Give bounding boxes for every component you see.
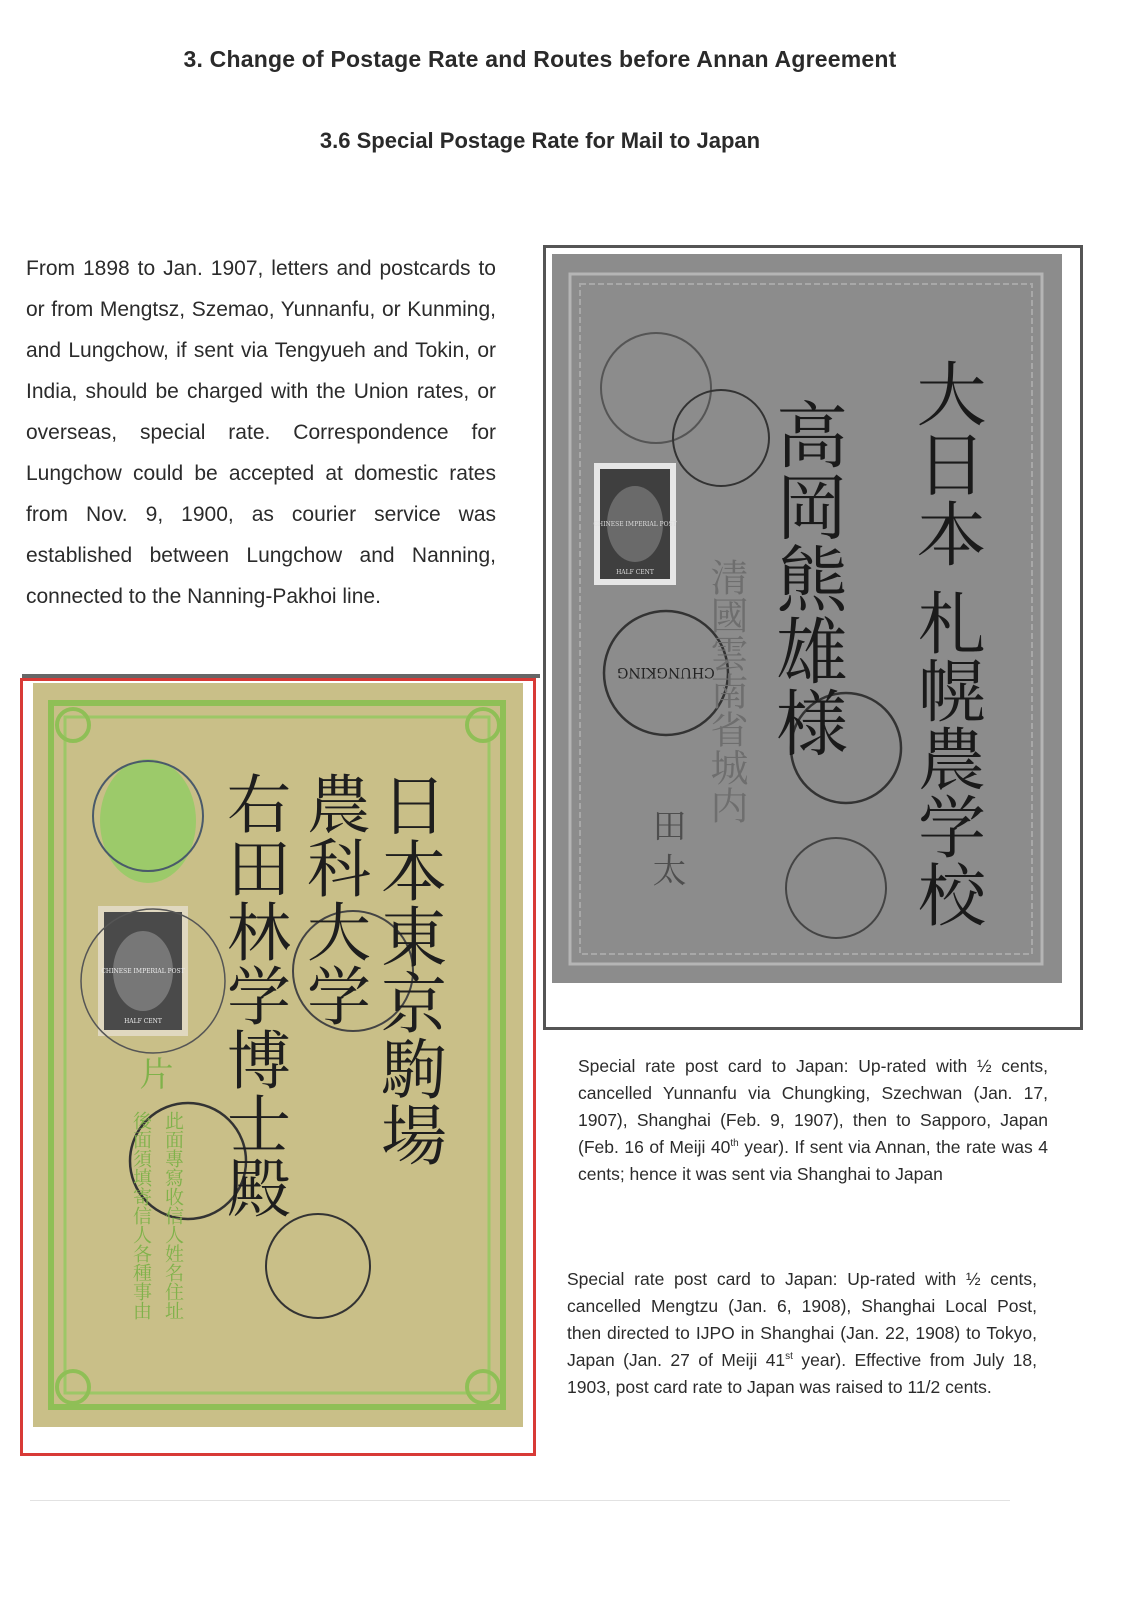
grey-postcard-image (546, 248, 1080, 1027)
grey-stamp-legend: CHINESE IMPERIAL POST (593, 521, 677, 528)
grey-address-col2: 札幌農学校 (906, 588, 986, 928)
green-instructions-col2: 後面須填寄信人各種事由 (130, 1111, 152, 1320)
grey-stamp-value: HALF CENT (616, 569, 654, 576)
bottom-rule (30, 1500, 1010, 1501)
green-postcard-image (23, 681, 533, 1453)
green-imprint-char: 片 (133, 1056, 173, 1090)
section-subheading: 3.6 Special Postage Rate for Mail to Japan (319, 128, 761, 153)
green-stamp-value: HALF CENT (124, 1018, 162, 1025)
green-stamp-legend: CHINESE IMPERIAL POST (101, 968, 185, 975)
grey-address-col1: 大日本 (905, 358, 987, 568)
grey-sender-col: 清國雲南省城内 (704, 558, 748, 824)
grey-postcard-frame (543, 245, 1083, 1030)
green-address-col1: 日本東京駒場 (369, 771, 447, 1167)
grey-sender-name: 田 太 (646, 808, 686, 887)
grey-address-col3: 高岡熊雄様 (764, 398, 848, 758)
page-heading: 3. Change of Postage Rate and Routes before Annan Agreement (183, 46, 897, 72)
green-postcard-frame (20, 678, 536, 1456)
green-instructions-col1: 此面專寫收信人姓名住址 (162, 1111, 184, 1320)
green-address-col2: 農科大学 (296, 771, 370, 1027)
green-address-col3: 右田林学博士殿 (216, 771, 290, 1219)
intro-paragraph: From 1898 to Jan. 1907, letters and postcards to or from Mengtsz, Szemao, Yunnanfu, or Kunming, and Lungchow, if sent via Tengyueh and Tokin, or India, should be charged with the Union rates, or overseas, special rate. Correspondence for Lungchow could be accepted at domestic rates from Nov. 9, 1900, as courier service was established between Lungchow and Nanning, connected to the Nanning-Pakhoi line. (26, 257, 496, 608)
grey-postmark-text: CHUNGKING (617, 664, 715, 680)
caption-grey-card: Special rate post card to Japan: Up-rated with ½ cents, cancelled Yunnanfu via Chungking, Szechwan (Jan. 17, 1907), Shanghai (Feb. 9, 1907), then to Sapporo, Japan (Feb. 16 of Meiji 40th year). If sent via Annan, the rate was 4 cents; hence it was sent via Shanghai to Japan (578, 1056, 1049, 1184)
caption-green-card: Special rate post card to Japan: Up-rated with ½ cents, cancelled Mengtzu (Jan. 6, 1908), Shanghai Local Post, then directed to IJPO in Shanghai (Jan. 22, 1908) to Tokyo, Japan (Jan. 27 of Meiji 41st year). Effective from July 18, 1903, post card rate to Japan was raised to 11/2 cents. (567, 1269, 1037, 1397)
